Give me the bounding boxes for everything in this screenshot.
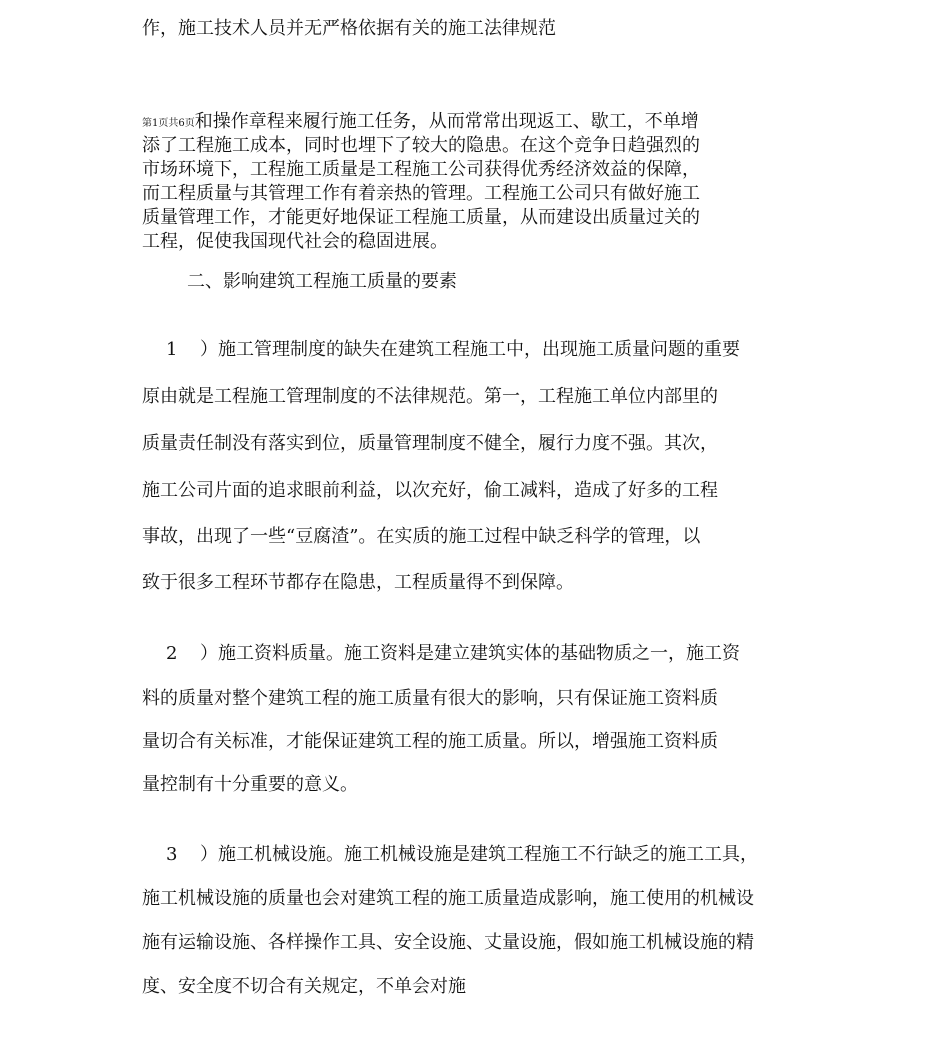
item3-first-line-text: ）施工机械设施。施工机械设施是建筑工程施工不行缺乏的施工工具， xyxy=(200,844,758,865)
item1-first-line-text: ）施工管理制度的缺失在建筑工程施工中，出现施工质量问题的重要 xyxy=(200,339,740,360)
item1-number: 1 xyxy=(166,339,178,360)
intro-first-line-text: 和操作章程来履行施工任务，从而常常出现返工、歇工，不单增 xyxy=(194,111,699,132)
item2-line: 量控制有十分重要的意义。 xyxy=(142,774,358,795)
item3-first-line xyxy=(142,843,758,867)
item1-line: 质量责任制没有落实到位，质量管理制度不健全，履行力度不强。其次， xyxy=(142,433,718,454)
item2-first-line-text: ）施工资料质量。施工资料是建立建筑实体的基础物质之一，施工资 xyxy=(200,643,740,664)
item1-line: 致于很多工程环节都存在隐患，工程质量得不到保障。 xyxy=(142,572,574,593)
top-line: 作，施工技术人员并无严格依据有关的施工法律规范 xyxy=(142,18,556,39)
intro-line: 工程，促使我国现代社会的稳固进展。 xyxy=(142,231,448,252)
item3-number: 3 xyxy=(166,844,178,865)
item3-line: 度、安全度不切合有关规定，不单会对施 xyxy=(142,976,466,997)
intro-line: 添了工程施工成本，同时也埋下了较大的隐患。在这个竞争日趋强烈的 xyxy=(142,135,700,156)
item2-line: 量切合有关标准，才能保证建筑工程的施工质量。所以，增强施工资料质 xyxy=(142,731,718,752)
item1-line: 事故，出现了一些“豆腐渣”。在实质的施工过程中缺乏科学的管理，以 xyxy=(142,526,701,547)
intro-line: 市场环境下，工程施工质量是工程施工公司获得优秀经济效益的保障， xyxy=(142,159,700,180)
intro-line: 而工程质量与其管理工作有着亲热的管理。工程施工公司只有做好施工 xyxy=(142,183,700,204)
item2-number: 2 xyxy=(166,643,178,664)
intro-first-line xyxy=(142,110,699,136)
item1-line: 原由就是工程施工管理制度的不法律规范。第一，工程施工单位内部里的 xyxy=(142,386,718,407)
section-heading: 二、影响建筑工程施工质量的要素 xyxy=(187,271,457,292)
item1-line: 施工公司片面的追求眼前利益，以次充好，偷工减料，造成了好多的工程 xyxy=(142,480,718,501)
page-marker: 第1页共6页 xyxy=(142,118,195,129)
item3-line: 施工机械设施的质量也会对建筑工程的施工质量造成影响，施工使用的机械设 xyxy=(142,888,754,909)
item2-line: 料的质量对整个建筑工程的施工质量有很大的影响，只有保证施工资料质 xyxy=(142,688,718,709)
item1-first-line xyxy=(142,338,740,362)
item3-line: 施有运输设施、各样操作工具、安全设施、丈量设施，假如施工机械设施的精 xyxy=(142,932,754,953)
intro-line: 质量管理工作，才能更好地保证工程施工质量，从而建设出质量过关的 xyxy=(142,207,700,228)
item2-first-line xyxy=(142,642,740,666)
